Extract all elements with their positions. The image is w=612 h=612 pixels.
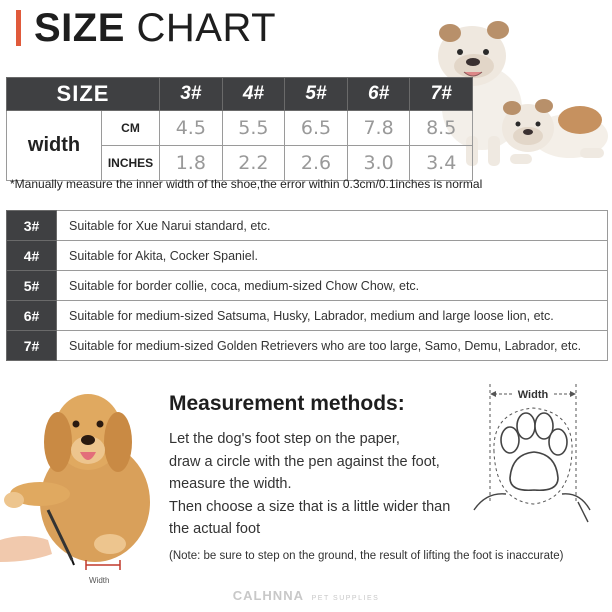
cm-value-cell: 4.5 <box>160 111 223 146</box>
width-label: width <box>7 111 102 181</box>
inch-value-cell: 3.0 <box>347 146 410 181</box>
inch-value-cell: 2.2 <box>222 146 285 181</box>
instruction-line: Then choose a size that is a little wider than <box>169 498 451 515</box>
size-table <box>6 77 473 181</box>
cm-value-cell: 7.8 <box>347 111 410 146</box>
instruction-line: draw a circle with the pen against the foot, <box>169 453 440 470</box>
suitability-size: 6# <box>7 301 57 331</box>
suitability-size: 7# <box>7 331 57 361</box>
suitability-text: Suitable for medium-sized Golden Retrievers who are too large, Samo, Demu, Labrador, etc. <box>57 331 608 361</box>
title-normal: CHART <box>136 6 277 50</box>
inch-value-cell: 1.8 <box>160 146 223 181</box>
cm-value-cell: 6.5 <box>285 111 348 146</box>
inch-value-cell: 2.6 <box>285 146 348 181</box>
suitability-table <box>6 210 608 361</box>
suitability-row <box>7 331 608 361</box>
instruction-line: measure the width. <box>169 476 292 492</box>
unit-cm-label: CM <box>102 111 160 146</box>
brand-name: CALHNNA <box>232 588 304 603</box>
golden-retriever-image <box>0 372 160 587</box>
paw-width-label: Width <box>517 389 549 401</box>
page-title <box>34 4 276 52</box>
size-header-cell: 6# <box>347 78 410 111</box>
size-header-cell: 4# <box>222 78 285 111</box>
title-accent-bar <box>16 10 21 46</box>
instruction-line: the actual foot <box>169 521 261 537</box>
measurement-note: *Manually measure the inner width of the shoe,the error within 0.3cm/0.1inches is normal <box>10 177 483 191</box>
inch-value-cell: 3.4 <box>410 146 473 181</box>
suitability-row <box>7 301 608 331</box>
measurement-warning: (Note: be sure to step on the ground, the result of lifting the foot is inaccurate) <box>169 550 564 562</box>
suitability-text: Suitable for medium-sized Satsuma, Husky, Labrador, medium and large loose lion, etc. <box>57 301 608 331</box>
measurement-title: Measurement methods: <box>169 392 405 415</box>
suitability-size: 5# <box>7 271 57 301</box>
size-header-label: SIZE <box>7 78 160 111</box>
suitability-size: 3# <box>7 211 57 241</box>
size-header-cell: 3# <box>160 78 223 111</box>
suitability-row <box>7 211 608 241</box>
suitability-row <box>7 241 608 271</box>
measurement-instructions <box>169 428 469 541</box>
size-header-cell: 7# <box>410 78 473 111</box>
brand-logo <box>0 588 612 603</box>
suitability-text: Suitable for border collie, coca, medium-sized Chow Chow, etc. <box>57 271 608 301</box>
suitability-text: Suitable for Akita, Cocker Spaniel. <box>57 241 608 271</box>
paw-width-diagram <box>466 382 606 532</box>
suitability-row <box>7 271 608 301</box>
suitability-text: Suitable for Xue Narui standard, etc. <box>57 211 608 241</box>
suitability-size: 4# <box>7 241 57 271</box>
title-bold: SIZE <box>34 6 125 50</box>
cm-value-cell: 5.5 <box>222 111 285 146</box>
brand-tagline: PET SUPPLIES <box>311 595 380 602</box>
unit-inches-label: INCHES <box>102 146 160 181</box>
instruction-line: Let the dog's foot step on the paper, <box>169 431 400 447</box>
pen-width-label: Width <box>89 576 110 585</box>
size-header-cell: 5# <box>285 78 348 111</box>
cm-value-cell: 8.5 <box>410 111 473 146</box>
